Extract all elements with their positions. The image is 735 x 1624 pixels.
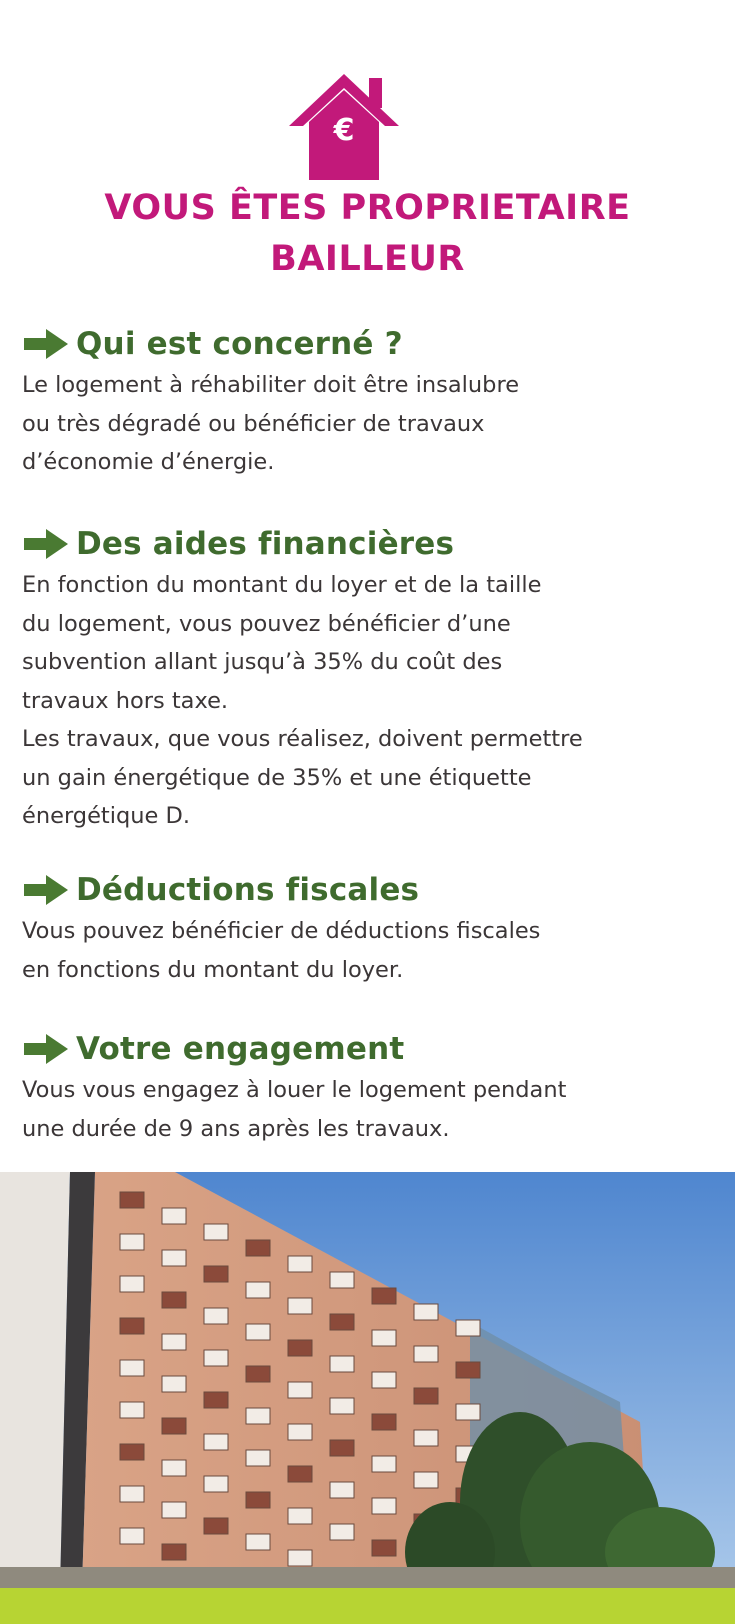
building-window xyxy=(330,1524,354,1540)
arrow-right-icon xyxy=(22,873,70,907)
building-window xyxy=(372,1330,396,1346)
section-deductions-fiscales xyxy=(22,868,722,989)
building-window xyxy=(456,1362,480,1378)
section-aides-financieres xyxy=(22,522,722,836)
building-photo xyxy=(0,1172,735,1588)
building-window xyxy=(162,1418,186,1434)
building-window xyxy=(456,1404,480,1420)
building-window xyxy=(372,1372,396,1388)
building-window xyxy=(330,1482,354,1498)
section-heading xyxy=(22,522,722,566)
building-window xyxy=(246,1492,270,1508)
building-window xyxy=(120,1486,144,1502)
building-window xyxy=(330,1440,354,1456)
section-text: Vous vous engagez à louer le logement pendant une durée de 9 ans après les travaux. xyxy=(22,1077,567,1142)
building-window xyxy=(204,1518,228,1534)
building-window xyxy=(288,1382,312,1398)
section-heading xyxy=(22,322,722,366)
building-window xyxy=(162,1502,186,1518)
building-window xyxy=(330,1272,354,1288)
building-window xyxy=(246,1450,270,1466)
building-window xyxy=(204,1350,228,1366)
building-window xyxy=(414,1304,438,1320)
section-heading xyxy=(22,1027,722,1071)
building-window xyxy=(246,1534,270,1550)
building-window xyxy=(120,1444,144,1460)
building-window xyxy=(330,1398,354,1414)
building-window xyxy=(120,1234,144,1250)
building-window xyxy=(204,1224,228,1240)
building-window xyxy=(162,1250,186,1266)
title-line-2: BAILLEUR xyxy=(270,239,465,279)
building-window xyxy=(414,1388,438,1404)
building-window xyxy=(246,1324,270,1340)
building-window xyxy=(120,1528,144,1544)
building-window xyxy=(162,1460,186,1476)
building-window xyxy=(246,1282,270,1298)
building-window xyxy=(120,1192,144,1208)
building-window xyxy=(120,1360,144,1376)
building-window xyxy=(120,1318,144,1334)
building-window xyxy=(372,1414,396,1430)
building-window xyxy=(330,1314,354,1330)
building-window xyxy=(372,1540,396,1556)
building-window xyxy=(288,1550,312,1566)
building-window xyxy=(162,1208,186,1224)
section-qui-est-concerne xyxy=(22,322,722,482)
building-window xyxy=(246,1240,270,1256)
building-window xyxy=(288,1340,312,1356)
building-window xyxy=(204,1308,228,1324)
building-window xyxy=(288,1298,312,1314)
building-window xyxy=(456,1320,480,1336)
building-window xyxy=(372,1288,396,1304)
building-window xyxy=(162,1334,186,1350)
building-window xyxy=(204,1266,228,1282)
building-window xyxy=(288,1466,312,1482)
building-window xyxy=(288,1256,312,1272)
building-window xyxy=(204,1434,228,1450)
house-euro-icon xyxy=(285,70,403,182)
section-text: Le logement à réhabiliter doit être insalubre ou très dégradé ou bénéficier de travaux d’économie d’énergie. xyxy=(22,372,520,475)
building-window xyxy=(246,1366,270,1382)
building-window xyxy=(162,1544,186,1560)
building-window xyxy=(246,1408,270,1424)
section-title: Votre engagement xyxy=(76,1031,405,1067)
building-window xyxy=(204,1392,228,1408)
building-window xyxy=(120,1402,144,1418)
building-window xyxy=(288,1424,312,1440)
section-title: Des aides financières xyxy=(76,526,455,562)
bottom-color-band xyxy=(0,1588,735,1624)
title-line-1: VOUS ÊTES PROPRIETAIRE xyxy=(104,188,631,228)
arrow-right-icon xyxy=(22,1032,70,1066)
building-window xyxy=(414,1346,438,1362)
building-window xyxy=(288,1508,312,1524)
building-window xyxy=(120,1276,144,1292)
section-text: En fonction du montant du loyer et de la taille du logement, vous pouvez bénéficier d’une subvention allant jusqu’à 35% du coût des travaux hors taxe. Les travaux, que vous réalisez, doivent permettre un gain énergétique de 35% et une étiquette énergétique D. xyxy=(22,572,583,829)
building-window xyxy=(204,1476,228,1492)
section-title: Déductions fiscales xyxy=(76,872,420,908)
building-window xyxy=(414,1430,438,1446)
building-window xyxy=(372,1456,396,1472)
section-title: Qui est concerné ? xyxy=(76,326,403,362)
section-text: Vous pouvez bénéficier de déductions fiscales en fonctions du montant du loyer. xyxy=(22,918,541,983)
arrow-right-icon xyxy=(22,327,70,361)
building-window xyxy=(372,1498,396,1514)
arrow-right-icon xyxy=(22,527,70,561)
euro-symbol: € xyxy=(333,113,355,148)
building-window xyxy=(330,1356,354,1372)
section-votre-engagement xyxy=(22,1027,722,1148)
building-window xyxy=(162,1376,186,1392)
building-window xyxy=(162,1292,186,1308)
building-window xyxy=(414,1472,438,1488)
section-heading xyxy=(22,868,722,912)
